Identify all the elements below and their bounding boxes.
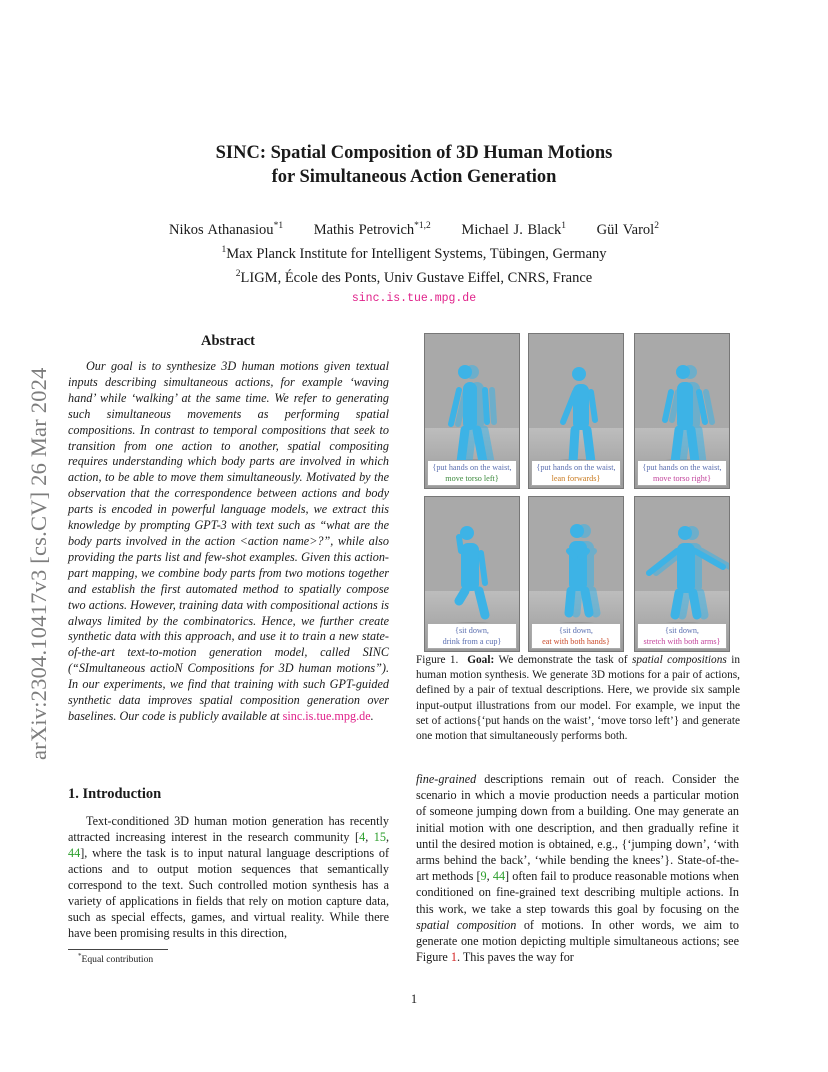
author-4: Gül Varol$^2$ xyxy=(596,221,659,238)
figure-panel-3 xyxy=(634,333,730,489)
title-line-2: for Simultaneous Action Generation xyxy=(271,167,557,187)
abstract-text: Our goal is to synthesize 3D human motions given textual inputs describing simultaneous actions, for example ‘waving hand’ while ‘walking’ at the same time. We refer to generating such simultaneous movements as performing spatial compositions. In contrast to temporal compositions that seek to transition from one action to another, spatial compositing requires understanding which body parts are involved in which action, to be able to move them simultaneously. Motivated by the observation that the correspondence between actions and body parts is encoded in powerful language models, we extract this knowledge by prompting GPT-3 with text such as “what are the body parts involved in the action <action name>?”, while also providing the parts list and few-shot examples. Given this action-part mapping, we combine body parts from two motions together and establish the first automated method to spatially compose two actions. However, training data with compositional actions is always limited by the combinatorics. Hence, we further create synthetic data with this approach, and use it to train a new state-of-the-art text-to-motion generation model, called SINC (“SImultaneous actioN Compositions for 3D human motions”). In our experiments, we find that training with such GPT-guided synthetic data improves spatial composition generation over baselines. Our code is publicly available at xyxy=(68,359,389,723)
panel-caption-action: move torso right} xyxy=(652,474,712,483)
panel-caption: {sit down, stretch with both arms} xyxy=(637,623,727,649)
footnote-rule xyxy=(68,949,168,950)
figure-reference-link[interactable]: 1 xyxy=(450,950,457,965)
panel-caption-action: move torso left} xyxy=(445,474,499,483)
citation-link[interactable]: 44 xyxy=(492,869,506,884)
author-1: Nikos Athanasiou$^{*1}$ xyxy=(169,221,284,238)
section-heading-introduction: 1. Introduction xyxy=(68,786,162,802)
panel-caption: {sit down, drink from a cup} xyxy=(427,623,517,649)
panel-caption: {sit down, eat with both hands} xyxy=(531,623,621,649)
figure-panel-6 xyxy=(634,496,730,652)
figure-panel-1 xyxy=(424,333,520,489)
abstract-heading: Abstract xyxy=(201,333,255,349)
panel-caption: {put hands on the waist, lean forwards} xyxy=(531,460,621,486)
citation-link[interactable]: 15 xyxy=(373,830,386,844)
intro-paragraph-continued: fine-grained descriptions remain out of reach. Consider the scenario in which a movie production needs a particular motion of someone jumping down from a building. One may generate an initial motion with one description, and then gradually refine it until the desired motion is obtained, e.g., {‘jumping down’, ‘with arms behind the back’, ‘while bending the knees’}. State-of-the-art methods [9, 44] often fail to produce reasonable motions when conditioned on fine-grained text describing multiple actions. In this work, we take a step towards this goal by focusing on the spatial composition of motions. In other words, we aim to generate one motion depicting multiple simultaneous actions; see Figure 1. This paves the way for xyxy=(416,772,739,965)
abstract-code-link[interactable]: sinc.is.tue.mpg.de xyxy=(282,708,371,723)
author-3: Michael J. Black$^1$ xyxy=(461,221,567,238)
affiliation-2: $^2$LIGM, École des Ponts, Univ Gustave Eiffel, CNRS, France xyxy=(235,268,593,286)
panel-caption-action: lean forwards} xyxy=(551,474,601,483)
project-url-link[interactable]: sinc.is.tue.mpg.de xyxy=(351,292,477,306)
abstract-body: Our goal is to synthesize 3D human motions given textual inputs describing simultaneous actions, for example ‘waving hand’ while ‘walking’ at the same time. We refer to generating such simultaneous movements as performing spatial compositions. In contrast to temporal compositions that seek to transition from one action to another, spatial compositing requires understanding which body parts are involved in which action, to be able to move them simultaneously. Motivated by the observation that the correspondence between actions and body parts is encoded in powerful language models, we extract this knowledge by prompting GPT-3 with text such as “what are the body parts involved in the action <action name>?”, while also providing the parts list and few-shot examples. Given this action-part mapping, we combine body parts from two motions together and establish the first automated method to spatially compose two actions. However, training data with compositional actions is always limited by the combinatorics. Hence, we further create synthetic data with this approach, and use it to train a new state-of-the-art text-to-motion generation model, called SINC (“SImultaneous actioN Compositions for 3D human motions”). In our experiments, we find that training with such GPT-guided synthetic data improves spatial composition generation over baselines. Our code is publicly available at sinc.is.tue.mpg.de. xyxy=(68,359,389,723)
arxiv-stamp: arXiv:2304.10417v3 [cs.CV] 26 Mar 2024 xyxy=(26,367,51,760)
citation-link[interactable]: 44 xyxy=(68,846,81,860)
figure-caption: Figure 1. Goal: We demonstrate the task of spatial compositions in human motion synthesis. We generate 3D motions for a pair of actions, defined by a pair of textual descriptions. Here, we provide six sample input-output illustrations from our model. For example, we input the set of actions{‘put hands on the waist’, ‘move torso left’} and generate one motion that simultaneously performs both. xyxy=(416,654,740,743)
panel-caption-action: eat with both hands} xyxy=(542,637,610,646)
footnote: *Equal contribution xyxy=(78,952,154,966)
title-line-1: SINC: Spatial Composition of 3D Human Motions xyxy=(215,143,613,163)
panel-caption-action: drink from a cup} xyxy=(442,637,502,646)
citation-link[interactable]: 9 xyxy=(480,869,487,884)
figure-panel-4 xyxy=(424,496,520,652)
author-2: Mathis Petrovich$^{*1,2}$ xyxy=(313,221,431,238)
figure-panel-5 xyxy=(528,496,624,652)
figure-panel-2 xyxy=(528,333,624,489)
page-number: 1 xyxy=(410,992,418,1006)
panel-caption-action: stretch with both arms} xyxy=(643,637,721,646)
affiliation-1: $^1$Max Planck Institute for Intelligent Systems, Tübingen, Germany xyxy=(221,244,607,262)
author-names xyxy=(0,216,828,240)
intro-paragraph: Text-conditioned 3D human motion generation has recently attracted increasing interest in the research community [4, 15, 44], where the task is to input natural language descriptions of actions and to output motion sequences that semantically correspond to the text. Such controlled motion synthesis has a variety of applications in fields that rely on motion capture data, such as special effects, games, and virtual reality. While there have been promising results in this direction, xyxy=(68,814,389,940)
panel-caption: {put hands on the waist, move torso left} xyxy=(427,460,517,486)
author-block xyxy=(0,216,828,309)
paper-title xyxy=(0,141,828,189)
panel-caption: {put hands on the waist, move torso right} xyxy=(637,460,727,486)
citation-link[interactable]: 4 xyxy=(359,830,366,844)
